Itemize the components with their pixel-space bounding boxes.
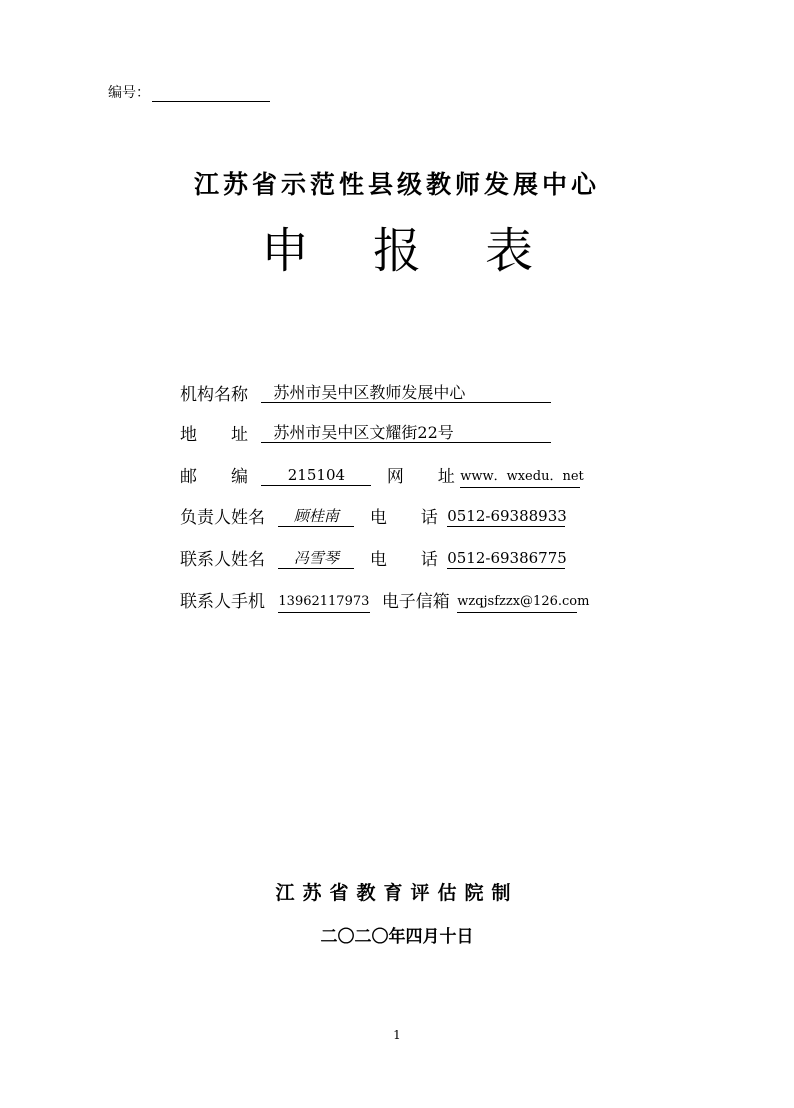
contact-label: 联系人姓名 — [180, 550, 265, 570]
serial-blank-line — [152, 87, 270, 102]
serial-label: 编号： — [108, 85, 150, 101]
field-address — [180, 422, 551, 448]
email-label: 电子信箱 — [381, 592, 450, 612]
mobile-label: 联系人手机 — [180, 592, 265, 612]
org-name-value: 苏州市吴中区教师发展中心 — [261, 383, 551, 403]
website-value: www．wxedu．net — [460, 467, 580, 488]
address-value: 苏州市吴中区文耀街22号 — [261, 423, 551, 443]
document-subtitle — [0, 212, 794, 281]
mobile-value: 13962117973 — [278, 592, 370, 613]
website-label: 网 址 — [386, 467, 455, 487]
document-title: 江苏省示范性县级教师发展中心 — [193, 170, 600, 199]
contact-phone-value: 0512-69386775 — [447, 549, 567, 567]
page-number: 1 — [393, 1028, 401, 1042]
field-org-name — [180, 382, 551, 408]
email-value: wzqjsfzzx@126.com — [457, 592, 577, 613]
principal-phone-label: 电 话 — [369, 508, 438, 528]
field-principal — [180, 505, 565, 531]
contact-phone-label: 电 话 — [369, 550, 438, 570]
contact-value: 冯雪琴 — [278, 548, 354, 569]
principal-label: 负责人姓名 — [180, 508, 265, 528]
subtitle-char-2: 报 — [372, 223, 421, 279]
principal-phone-value: 0512-69388933 — [447, 507, 567, 525]
field-contact — [180, 547, 565, 573]
issue-date: 二〇二〇年四月十日 — [320, 927, 474, 947]
serial-number — [108, 82, 270, 102]
principal-value: 顾桂南 — [278, 506, 354, 527]
address-label: 地 址 — [180, 425, 248, 445]
field-mobile-email — [180, 589, 590, 615]
subtitle-char-3: 表 — [484, 223, 533, 279]
org-name-label: 机构名称 — [180, 385, 248, 405]
issuing-organization: 江苏省教育评估院制 — [275, 882, 519, 904]
postcode-value: 215104 — [261, 465, 371, 486]
postcode-label: 邮 编 — [180, 467, 248, 487]
subtitle-char-1: 申 — [260, 223, 309, 279]
field-postcode-website — [180, 464, 584, 490]
